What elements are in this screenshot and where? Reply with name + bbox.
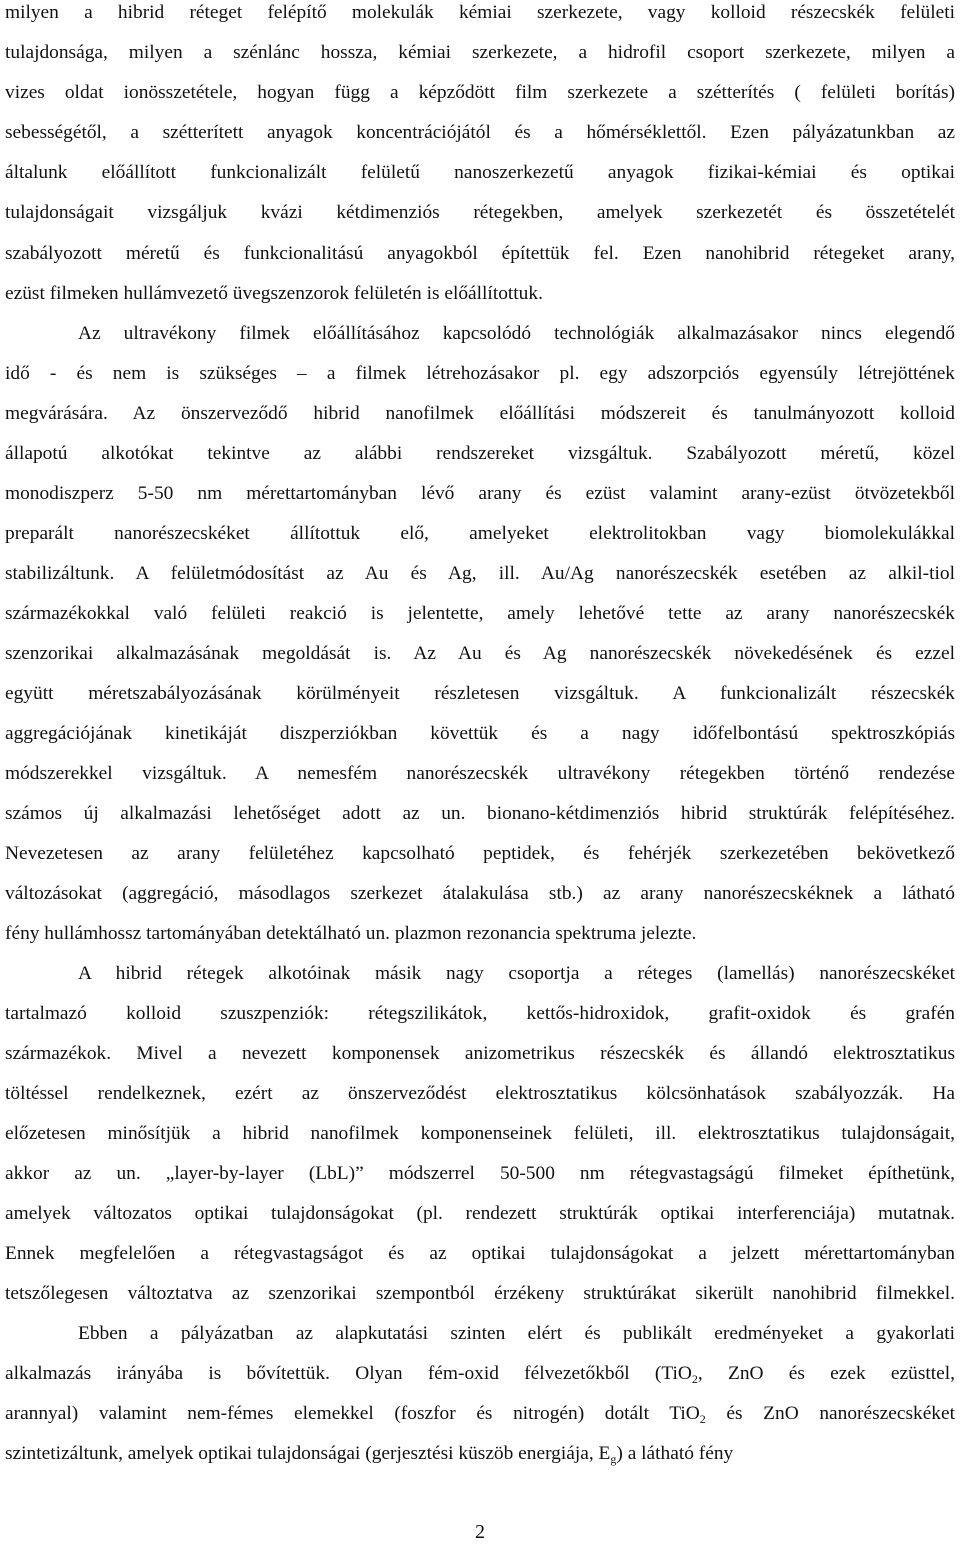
text-line: A hibrid rétegek alkotóinak másik nagy csoportja a réteges (lamellás) nanorészecskéket (78, 963, 955, 984)
text-line: Ebben a pályázatban az alapkutatási szinten elért és publikált eredményeket a gyakorlati (78, 1323, 955, 1344)
text-segment: ) a látható fény (616, 1443, 734, 1464)
text-line (5, 1401, 955, 1427)
text-line: szenzorikai alkalmazásának megoldását is. Az Au és Ag nanorészecskék növekedésének és ezzel (5, 643, 955, 664)
text-line: együtt méretszabályozásának körülményeit részletesen vizsgáltuk. A funkcionalizált részecskék (5, 683, 955, 704)
text-line: ezüst filmeken hullámvezető üvegszenzorok felületén is előállítottuk. (5, 283, 543, 304)
text-line: fény hullámhossz tartományában detektálható un. plazmon rezonancia spektruma jelezte. (5, 923, 697, 944)
text-segment: szintetizáltunk, amelyek optikai tulajdonságai (gerjesztési küszöb energiája, E (5, 1443, 611, 1464)
text-line: módszerekkel vizsgáltuk. A nemesfém nanorészecskék ultravékony rétegekben történő rendezése (5, 763, 955, 784)
text-line: preparált nanorészecskéket állítottuk elő, amelyeket elektrolitokban vagy biomolekulákkal (5, 523, 955, 544)
text-line: milyen a hibrid réteget felépítő molekulák kémiai szerkezete, vagy kolloid részecskék felületi (5, 2, 955, 23)
text-segment: és ZnO nanorészecskéket (705, 1403, 955, 1424)
text-line: sebességétől, a szétterített anyagok koncentrációjától és a hőmérséklettől. Ezen pályázatunkban az (5, 122, 955, 143)
subscript: 2 (699, 1412, 706, 1426)
text-line: stabilizáltunk. A felületmódosítást az Au és Ag, ill. Au/Ag nanorészecskék esetében az alkil-tiol (5, 563, 955, 584)
text-line: vizes oldat ionösszetétele, hogyan függ a képződött film szerkezete a szétterítés ( felületi borítás) (5, 82, 955, 103)
subscript: 2 (691, 1372, 698, 1386)
text-line: származékokkal való felületi reakció is jelentette, amely lehetővé tette az arany nanorészecskék (5, 603, 955, 624)
text-line: Nevezetesen az arany felületéhez kapcsolható peptidek, és fehérjék szerkezetében bekövetkező (5, 843, 955, 864)
text-line: aggregációjának kinetikáját diszperziókban követtük és a nagy időfelbontású spektroszkópiás (5, 723, 955, 744)
subscript: g (610, 1452, 617, 1466)
page-number: 2 (475, 1521, 485, 1543)
text-line: tartalmazó kolloid szuszpenziók: rétegszilikátok, kettős-hidroxidok, grafit-oxidok és grafén (5, 1003, 955, 1024)
text-line: monodiszperz 5-50 nm mérettartományban lévő arany és ezüst valamint arany-ezüst ötvözetekből (5, 483, 955, 504)
text-line: tulajdonságait vizsgáljuk kvázi kétdimenziós rétegekben, amelyek szerkezetét és összetételét (5, 202, 955, 223)
text-line: tetszőlegesen változtatva az szenzorikai szempontból érzékeny struktúrákat sikerült nanohibrid filmekkel. (5, 1283, 955, 1304)
text-line: töltéssel rendelkeznek, ezért az önszerveződést elektrosztatikus kölcsönhatások szabályozzák. Ha (5, 1083, 955, 1104)
text-line: idő - és nem is szükséges – a filmek létrehozásakor pl. egy adszorpciós egyensúly létrejöttének (5, 363, 955, 384)
text-line: szabályozott méretű és funkcionalitású anyagokból építettük fel. Ezen nanohibrid rétegeket arany, (5, 243, 955, 264)
text-line (5, 1361, 955, 1387)
text-line: amelyek változatos optikai tulajdonságokat (pl. rendezett struktúrák optikai interferenciája) mutatnak. (5, 1203, 955, 1224)
text-line: Ennek megfelelően a rétegvastagságot és az optikai tulajdonságokat a jelzett mérettartományban (5, 1243, 955, 1264)
text-segment: arannyal) valamint nem-fémes elemekkel (foszfor és nitrogén) dotált TiO (5, 1403, 700, 1424)
text-line: akkor az un. „layer-by-layer (LbL)” módszerrel 50-500 nm rétegvastagságú filmeket építhetünk, (5, 1163, 955, 1184)
text-segment: , ZnO és ezek ezüsttel, (697, 1363, 955, 1384)
text-line: általunk előállított funkcionalizált felületű nanoszerkezetű anyagok fizikai-kémiai és optikai (5, 162, 955, 183)
text-line: Az ultravékony filmek előállításához kapcsolódó technológiák alkalmazásakor nincs elegendő (78, 323, 955, 344)
text-line: állapotú alkotókat tekintve az alábbi rendszereket vizsgáltuk. Szabályozott méretű, közel (5, 443, 955, 464)
text-line: előzetesen minősítjük a hibrid nanofilmek komponenseinek felületi, ill. elektrosztatikus tulajdonságait, (5, 1123, 955, 1144)
text-line: származékok. Mivel a nevezett komponensek anizometrikus részecskék és állandó elektrosztatikus (5, 1043, 955, 1064)
text-line: számos új alkalmazási lehetőséget adott az un. bionano-kétdimenziós hibrid struktúrák felépítéséhez. (5, 803, 955, 824)
text-line: tulajdonsága, milyen a szénlánc hossza, kémiai szerkezete, a hidrofil csoport szerkezete, milyen a (5, 42, 955, 63)
text-line (5, 1441, 955, 1467)
text-segment: alkalmazás irányába is bővítettük. Olyan fém-oxid félvezetőkből (TiO (5, 1363, 692, 1384)
text-line: megvárására. Az önszerveződő hibrid nanofilmek előállítási módszereit és tanulmányozott kolloid (5, 403, 955, 424)
text-line: változásokat (aggregáció, másodlagos szerkezet átalakulása stb.) az arany nanorészecskéknek a látható (5, 883, 955, 904)
